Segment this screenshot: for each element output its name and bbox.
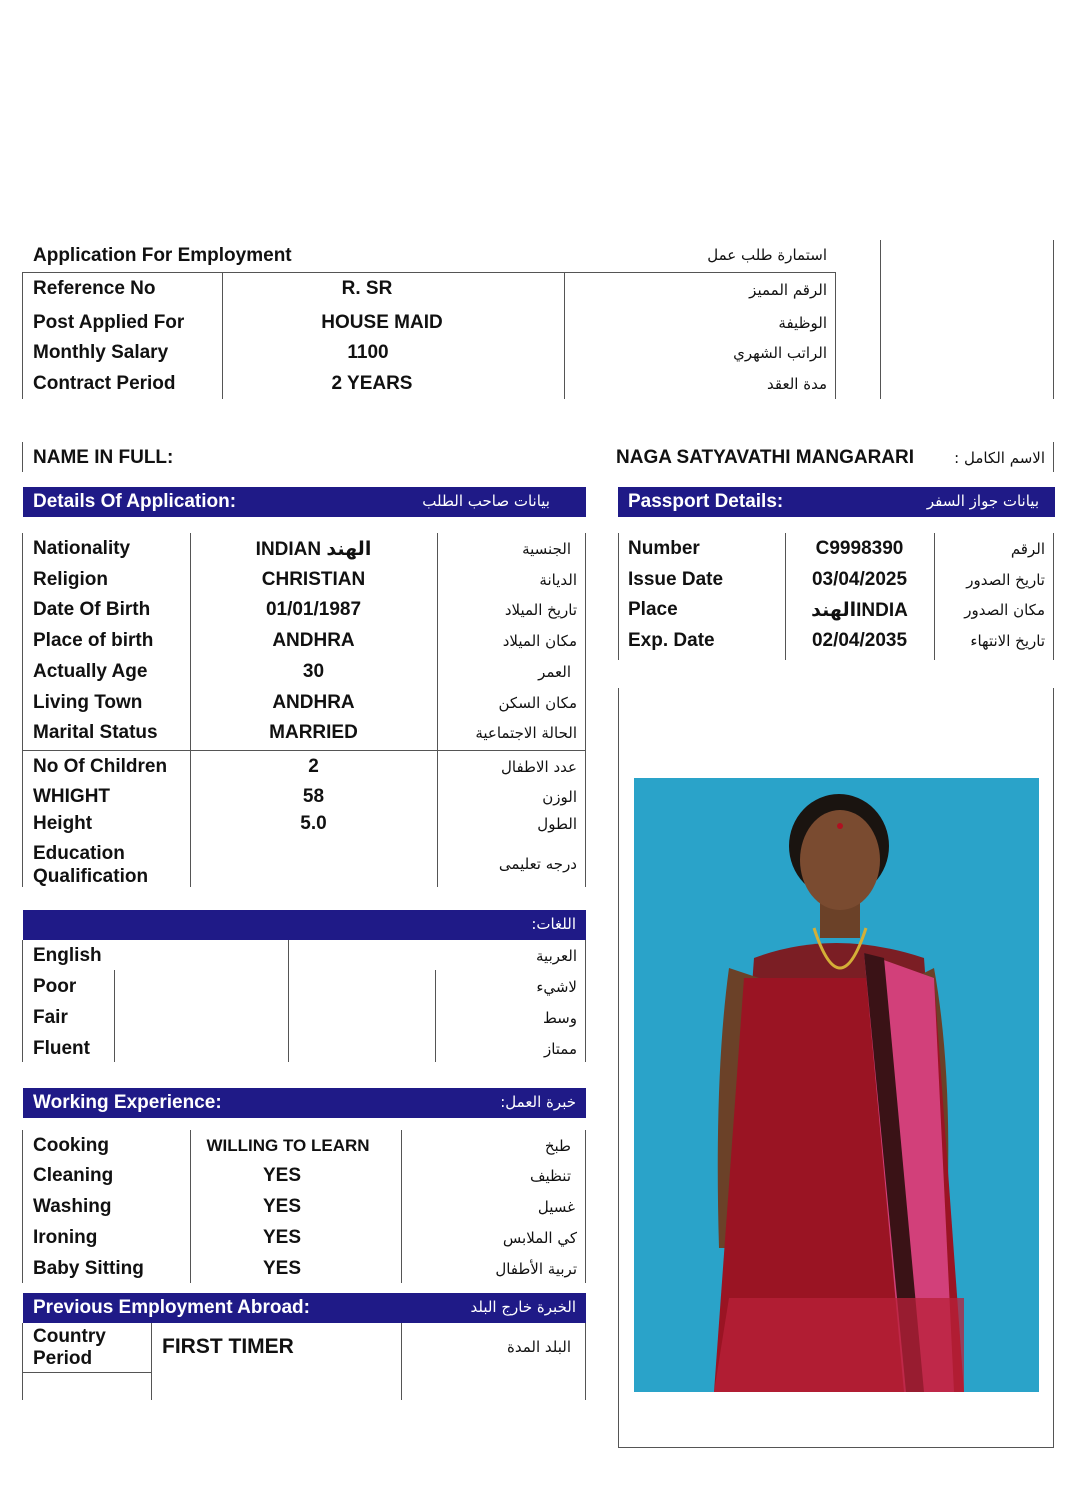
lang-label-fluent: Fluent bbox=[33, 1038, 90, 1059]
passport-value-number: C9998390 bbox=[815, 538, 904, 559]
detail-value-pob: ANDHRA bbox=[272, 630, 355, 651]
detail-ar-nationality: الجنسية bbox=[522, 540, 571, 558]
header-ar-reference: الرقم المميز bbox=[749, 281, 827, 299]
header-label-post: Post Applied For bbox=[33, 312, 185, 333]
detail-label-nationality: Nationality bbox=[33, 538, 131, 559]
detail-label-dob: Date Of Birth bbox=[33, 599, 151, 620]
detail-value-age: 30 bbox=[302, 661, 325, 682]
detail-ar-age: العمر bbox=[538, 663, 571, 681]
lang-label-poor: Poor bbox=[33, 976, 77, 997]
exp-ar-washing: غسيل bbox=[537, 1198, 575, 1216]
lang-label-fair: Fair bbox=[33, 1007, 68, 1028]
header-value-reference: R. SR bbox=[341, 278, 393, 299]
detail-label-height: Height bbox=[33, 813, 93, 834]
detail-label-education: Education Qualification bbox=[33, 843, 149, 887]
detail-value-living-town: ANDHRA bbox=[272, 692, 355, 713]
experience-title-ar: خبرة العمل: bbox=[500, 1093, 576, 1111]
header-value-post: HOUSE MAID bbox=[321, 312, 443, 333]
passport-ar-number: الرقم bbox=[1010, 540, 1045, 558]
detail-ar-pob: مكان الميلاد bbox=[502, 632, 577, 650]
lang-ar-arabic: العربية bbox=[536, 947, 577, 965]
exp-ar-cooking: طبخ bbox=[544, 1137, 571, 1155]
passport-ar-expiry: تاريخ الانتهاء bbox=[970, 632, 1045, 650]
exp-value-washing: YES bbox=[262, 1196, 302, 1217]
detail-value-children: 2 bbox=[308, 756, 319, 777]
passport-title: Passport Details: bbox=[628, 491, 784, 512]
details-title: Details Of Application: bbox=[33, 491, 237, 512]
exp-label-cleaning: Cleaning bbox=[33, 1165, 114, 1186]
passport-label-issue: Issue Date bbox=[628, 569, 724, 590]
passport-label-number: Number bbox=[628, 538, 700, 559]
header-label-reference: Reference No bbox=[33, 278, 156, 299]
detail-value-marital: MARRIED bbox=[269, 722, 358, 743]
lang-ar-fair: وسط bbox=[542, 1009, 577, 1027]
header-label-contract: Contract Period bbox=[33, 373, 176, 394]
applicant-photo bbox=[634, 778, 1039, 1392]
header-ar-contract: مدة العقد bbox=[767, 375, 827, 393]
abroad-label-country: Country bbox=[33, 1326, 106, 1347]
details-title-ar: بيانات صاحب الطلب bbox=[422, 492, 550, 510]
passport-label-place: Place bbox=[628, 599, 678, 620]
detail-label-pob: Place of birth bbox=[33, 630, 154, 651]
header-ar-salary: الراتب الشهري bbox=[733, 344, 827, 362]
abroad-label-period: Period bbox=[33, 1348, 93, 1369]
passport-title-ar: بيانات جواز السفر bbox=[926, 492, 1039, 510]
experience-header-bar bbox=[23, 1088, 586, 1118]
exp-label-washing: Washing bbox=[33, 1196, 112, 1217]
passport-ar-issue: تاريخ الصدور bbox=[966, 571, 1045, 589]
passport-value-issue: 03/04/2025 bbox=[811, 569, 908, 590]
detail-label-religion: Religion bbox=[33, 569, 108, 590]
passport-value-place: الهندINDIA bbox=[811, 600, 908, 621]
experience-title: Working Experience: bbox=[33, 1092, 222, 1113]
exp-value-cleaning: YES bbox=[262, 1165, 302, 1186]
application-title: Application For Employment bbox=[33, 245, 292, 266]
name-label-ar: الاسم الكامل : bbox=[954, 449, 1045, 467]
exp-value-baby-sitting: YES bbox=[262, 1258, 302, 1279]
applicant-photo-illustration bbox=[634, 778, 1039, 1392]
abroad-header-bar bbox=[23, 1293, 586, 1323]
application-title-ar: استمارة طلب عمل bbox=[707, 246, 827, 264]
passport-label-expiry: Exp. Date bbox=[628, 630, 715, 651]
exp-label-cooking: Cooking bbox=[33, 1135, 109, 1156]
details-header-bar bbox=[23, 487, 586, 517]
detail-label-marital: Marital Status bbox=[33, 722, 158, 743]
detail-value-weight: 58 bbox=[302, 786, 325, 807]
detail-label-living-town: Living Town bbox=[33, 692, 143, 713]
detail-label-age: Actually Age bbox=[33, 661, 148, 682]
lang-label-english: English bbox=[33, 945, 102, 966]
exp-value-cooking: WILLING TO LEARN bbox=[206, 1136, 370, 1155]
passport-header-bar bbox=[618, 487, 1055, 517]
lang-ar-fluent: ممتاز bbox=[543, 1040, 577, 1058]
name-label: NAME IN FULL: bbox=[33, 447, 174, 468]
passport-value-expiry: 02/04/2035 bbox=[811, 630, 908, 651]
detail-label-children: No Of Children bbox=[33, 756, 168, 777]
detail-ar-living-town: مكان السكن bbox=[498, 694, 577, 712]
lang-ar-poor: لاشيء bbox=[536, 978, 577, 996]
abroad-title: Previous Employment Abroad: bbox=[33, 1297, 310, 1318]
detail-label-weight: WHIGHT bbox=[33, 786, 111, 807]
detail-value-nationality: INDIAN الهند bbox=[255, 539, 372, 560]
abroad-title-ar: الخبرة خارج البلد bbox=[470, 1298, 576, 1316]
name-value: NAGA SATYAVATHI MANGARARI bbox=[616, 447, 915, 468]
exp-ar-ironing: كي الملابس bbox=[502, 1229, 577, 1247]
header-label-salary: Monthly Salary bbox=[33, 342, 169, 363]
detail-ar-children: عدد الاطفال bbox=[501, 758, 577, 776]
abroad-ar: البلد المدة bbox=[506, 1338, 571, 1356]
exp-ar-cleaning: تنظيف bbox=[529, 1167, 571, 1185]
detail-value-height: 5.0 bbox=[300, 813, 327, 834]
abroad-value: FIRST TIMER bbox=[162, 1335, 294, 1358]
exp-label-ironing: Ironing bbox=[33, 1227, 98, 1248]
exp-value-ironing: YES bbox=[262, 1227, 302, 1248]
detail-ar-marital: الحالة الاجتماعية bbox=[475, 724, 577, 742]
detail-ar-education: درجه تعليمى bbox=[498, 855, 577, 873]
languages-header-bar bbox=[23, 910, 586, 940]
detail-value-dob: 01/01/1987 bbox=[265, 599, 362, 620]
exp-ar-baby-sitting: تربية الأطفال bbox=[495, 1260, 577, 1278]
header-value-contract: 2 YEARS bbox=[331, 373, 413, 394]
exp-label-baby-sitting: Baby Sitting bbox=[33, 1258, 144, 1279]
header-ar-post: الوظيفة bbox=[778, 314, 827, 332]
detail-ar-weight: الوزن bbox=[542, 788, 577, 806]
languages-title-ar: اللغات: bbox=[531, 915, 576, 933]
detail-ar-dob: تاريخ الميلاد bbox=[504, 601, 577, 619]
detail-value-religion: CHRISTIAN bbox=[261, 569, 366, 590]
detail-ar-height: الطول bbox=[537, 815, 577, 833]
detail-ar-religion: الديانة bbox=[539, 571, 577, 589]
header-value-salary: 1100 bbox=[347, 342, 389, 363]
passport-ar-place: مكان الصدور bbox=[964, 601, 1045, 619]
